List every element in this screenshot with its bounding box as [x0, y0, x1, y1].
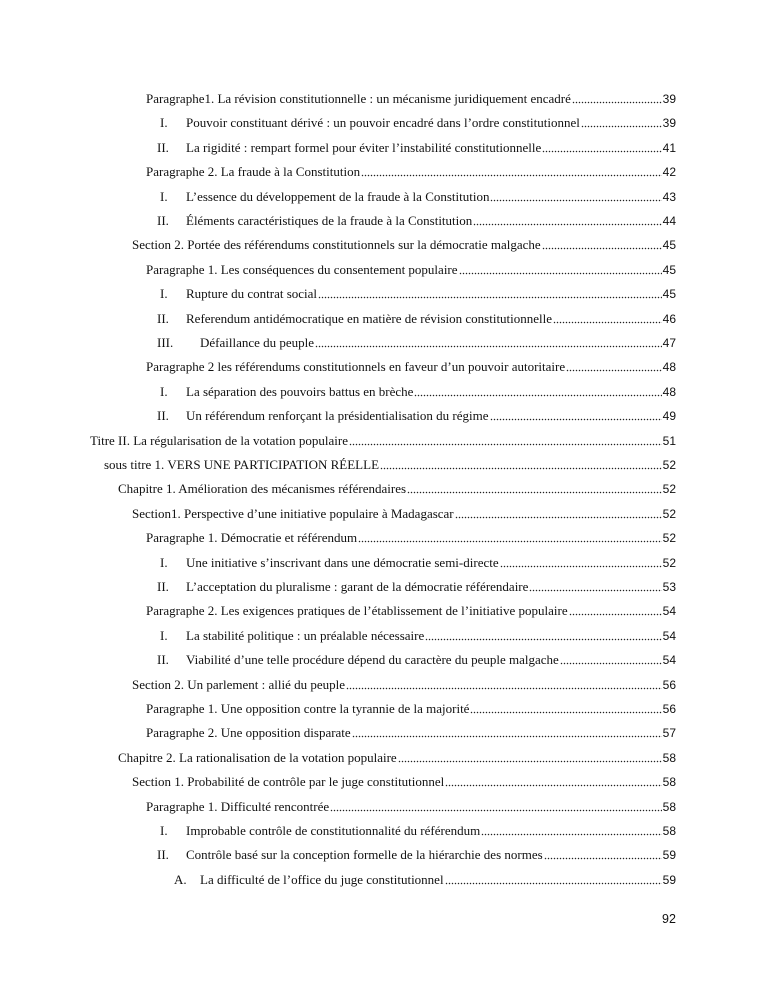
toc-entry-title: Défaillance du peuple: [200, 335, 315, 350]
toc-entry-numeral: I.: [160, 115, 168, 131]
dot-leader: [560, 653, 662, 665]
toc-entry-page: 44: [662, 214, 676, 228]
toc-entry[interactable]: [146, 530, 676, 546]
toc-entry-page: 45: [662, 262, 676, 277]
toc-entry-title: Paragraphe 2. La fraude à la Constitution: [146, 164, 361, 180]
toc-entry-page: 39: [662, 116, 676, 131]
toc-entry-page: 52: [662, 482, 676, 497]
toc-entry-numeral: I.: [160, 383, 168, 399]
toc-entry-title: Un référendum renforçant la présidentialisation du régime: [186, 408, 489, 424]
toc-entry-title: La stabilité politique : un préalable nécessaire: [186, 627, 425, 643]
toc-entry[interactable]: [104, 457, 676, 473]
toc-entry[interactable]: [174, 871, 676, 888]
dot-leader: [425, 629, 661, 641]
toc-entry-numeral: II.: [157, 213, 169, 228]
toc-entry-page: 56: [662, 702, 676, 716]
toc-entry-title: Titre II. La régularisation de la votation populaire: [90, 432, 349, 448]
toc-entry-title: L’essence du développement de la fraude à la Constitution: [186, 188, 490, 204]
toc-entry[interactable]: [146, 799, 676, 815]
dot-leader: [544, 848, 662, 860]
toc-entry[interactable]: [132, 506, 676, 522]
toc-entry-title: Paragraphe 1. Démocratie et référendum: [146, 530, 358, 546]
toc-entry-title: Paragraphe 1. Difficulté rencontrée: [146, 798, 330, 814]
toc-entry-page: 48: [662, 360, 676, 375]
dot-leader: [569, 604, 662, 616]
toc-entry-title: Pouvoir constituant dérivé : un pouvoir encadré dans l’ordre constitutionnel: [186, 115, 580, 131]
toc-entry-page: 54: [662, 604, 676, 619]
toc-entry[interactable]: [146, 725, 676, 741]
toc-entry-numeral: II.: [157, 579, 169, 594]
toc-entry-title: Improbable contrôle de constitutionnalité du référendum: [186, 823, 481, 838]
toc-entry-title: Paragraphe 1. Les conséquences du consentement populaire: [146, 261, 458, 277]
toc-entry[interactable]: [146, 164, 676, 180]
toc-entry-page: 59: [662, 872, 676, 887]
toc-entry[interactable]: [160, 115, 676, 131]
toc-entry-numeral: II.: [157, 652, 169, 668]
toc-entry-page: 48: [662, 384, 676, 399]
toc-entry-numeral: II.: [157, 408, 169, 424]
dot-leader: [330, 800, 662, 812]
dot-leader: [542, 238, 662, 250]
toc-entry-numeral: I.: [160, 554, 168, 570]
dot-leader: [500, 556, 662, 568]
toc-entry-page: 56: [662, 677, 676, 692]
toc-entry-numeral: II.: [157, 310, 169, 326]
toc-entry[interactable]: [157, 139, 676, 156]
dot-leader: [553, 312, 662, 324]
toc-entry[interactable]: [157, 310, 676, 327]
toc-entry-page: 46: [662, 311, 676, 326]
dot-leader: [490, 409, 662, 421]
toc-entry[interactable]: [146, 262, 676, 278]
dot-leader: [361, 165, 662, 177]
toc-entry[interactable]: [157, 847, 676, 863]
toc-entry[interactable]: [157, 652, 676, 668]
toc-entry-page: 45: [662, 238, 676, 253]
toc-entry-title: Rupture du contrat social: [186, 286, 318, 302]
toc-entry-numeral: I.: [160, 286, 168, 302]
toc-entry[interactable]: [90, 433, 676, 449]
dot-leader: [398, 751, 662, 763]
dot-leader: [380, 458, 662, 470]
toc-entry[interactable]: [132, 774, 676, 790]
toc-entry-page: 58: [662, 750, 676, 765]
dot-leader: [581, 116, 662, 128]
dot-leader: [459, 263, 662, 275]
toc-entry-title: sous titre 1. VERS UNE PARTICIPATION RÉELLE: [104, 457, 380, 472]
toc-entry-page: 58: [662, 775, 676, 790]
dot-leader: [352, 726, 662, 738]
toc-entry-title: Paragraphe 1. Une opposition contre la tyrannie de la majorité: [146, 701, 470, 716]
dot-leader: [445, 775, 661, 787]
dot-leader: [566, 360, 662, 372]
toc-entry[interactable]: [157, 335, 676, 351]
toc-entry[interactable]: [146, 91, 676, 107]
toc-entry-page: 42: [662, 165, 676, 180]
dot-leader: [445, 873, 662, 885]
dot-leader: [470, 702, 661, 714]
toc-entry-title: Une initiative s’inscrivant dans une démocratie semi-directe: [186, 554, 499, 570]
toc-entry-page: 47: [662, 336, 676, 350]
dot-leader: [318, 287, 662, 299]
toc-entry[interactable]: [160, 286, 676, 302]
dot-leader: [529, 580, 661, 592]
toc-entry[interactable]: [118, 481, 676, 497]
toc-entry-title: La difficulté de l’office du juge constitutionnel: [200, 871, 444, 887]
toc-entry-title: Chapitre 2. La rationalisation de la votation populaire: [118, 749, 397, 765]
toc-entry-page: 45: [662, 287, 676, 302]
toc-entry[interactable]: [157, 213, 676, 229]
toc-entry-page: 59: [662, 848, 676, 863]
toc-entry[interactable]: [146, 701, 676, 717]
dot-leader: [358, 531, 661, 543]
toc-entry[interactable]: [132, 677, 676, 693]
toc-entry-page: 41: [662, 140, 676, 155]
dot-leader: [542, 141, 661, 153]
toc-entry-title: Contrôle basé sur la conception formelle de la hiérarchie des normes: [186, 847, 543, 863]
toc-entry-title: La séparation des pouvoirs battus en brèche: [186, 383, 414, 399]
toc-entry-numeral: I.: [160, 823, 168, 838]
dot-leader: [346, 678, 662, 690]
toc-entry-title: Éléments caractéristiques de la fraude à la Constitution: [186, 213, 473, 228]
toc-entry[interactable]: [132, 237, 676, 253]
toc-entry-page: 52: [662, 531, 676, 546]
dot-leader: [481, 824, 661, 836]
toc-entry[interactable]: [160, 188, 676, 205]
toc-entry-title: Paragraphe 2. Les exigences pratiques de l’établissement de l’initiative populaire: [146, 603, 568, 619]
toc-entry-numeral: II.: [157, 139, 169, 155]
toc-entry-page: 51: [662, 433, 676, 448]
toc-entry-page: 52: [662, 555, 676, 570]
dot-leader: [490, 190, 661, 202]
toc-entry-page: 58: [662, 824, 676, 838]
toc-entry-title: La rigidité : rempart formel pour éviter l’instabilité constitutionnelle: [186, 139, 542, 155]
toc-entry-page: 53: [662, 580, 676, 594]
toc-entry-title: Section 2. Un parlement : allié du peuple: [132, 676, 345, 692]
toc-entry-numeral: A.: [174, 871, 187, 887]
toc-entry-numeral: I.: [160, 188, 168, 204]
toc-entry[interactable]: [157, 579, 676, 595]
toc-entry-title: Section 2. Portée des référendums constitutionnels sur la démocratie malgache: [132, 237, 541, 253]
toc-entry[interactable]: [160, 823, 676, 839]
toc-entry[interactable]: [146, 603, 676, 619]
dot-leader: [455, 507, 662, 519]
toc-entry-page: 52: [662, 458, 676, 472]
toc-entry-title: Referendum antidémocratique en matière de révision constitutionnelle: [186, 310, 553, 326]
toc-entry[interactable]: [160, 554, 676, 571]
toc-entry-numeral: I.: [160, 627, 168, 643]
toc-entry-page: 58: [662, 799, 676, 814]
page-number: 92: [662, 912, 676, 926]
toc-entry[interactable]: [160, 627, 676, 644]
toc-entry[interactable]: [118, 750, 676, 766]
dot-leader: [572, 92, 662, 104]
toc-entry[interactable]: [157, 408, 676, 424]
dot-leader: [315, 336, 662, 348]
toc-entry-page: 43: [662, 189, 676, 204]
dot-leader: [349, 434, 662, 446]
toc-entry-title: Section1. Perspective d’une initiative populaire à Madagascar: [132, 505, 454, 521]
toc-entry-page: 52: [662, 506, 676, 521]
toc-entry-title: Paragraphe 2 les référendums constitutionnels en faveur d’un pouvoir autoritaire: [146, 359, 566, 375]
toc-entry-page: 54: [662, 653, 676, 668]
toc-entry-page: 57: [662, 726, 676, 741]
toc-entry-title: Paragraphe 2. Une opposition disparate: [146, 725, 351, 741]
toc-entry[interactable]: [146, 359, 676, 375]
toc-entry-title: L’acceptation du pluralisme : garant de la démocratie référendaire: [186, 579, 529, 594]
toc-entry-title: Chapitre 1. Amélioration des mécanismes référendaires: [118, 481, 407, 497]
toc-entry-title: Paragraphe1. La révision constitutionnelle : un mécanisme juridiquement encadré: [146, 91, 571, 106]
toc-entry-title: Viabilité d’une telle procédure dépend du caractère du peuple malgache: [186, 652, 559, 668]
toc-entry-title: Section 1. Probabilité de contrôle par le juge constitutionnel: [132, 774, 445, 790]
toc-entry-page: 49: [662, 409, 676, 424]
toc-entry[interactable]: [160, 383, 676, 400]
dot-leader: [414, 385, 661, 397]
dot-leader: [407, 482, 662, 494]
toc-entry-page: 39: [662, 92, 676, 106]
toc-entry-page: 54: [662, 628, 676, 643]
dot-leader: [473, 214, 661, 226]
toc-entry-numeral: III.: [157, 335, 174, 350]
toc-entry-numeral: II.: [157, 847, 169, 863]
